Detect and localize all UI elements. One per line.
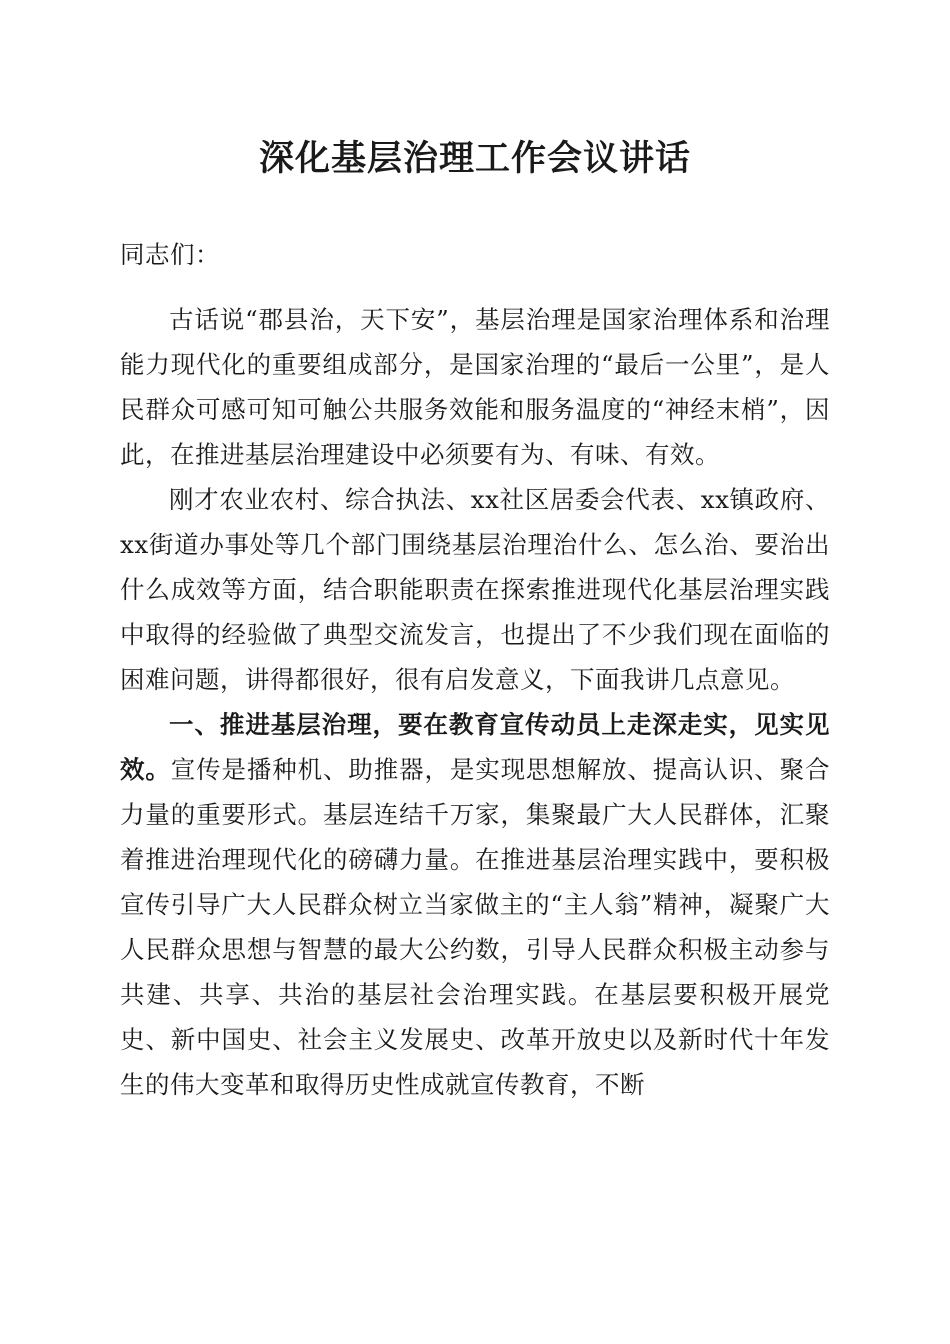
section-1-body: 宣传是播种机、助推器，是实现思想解放、提高认识、聚合力量的重要形式。基层连结千万家，集聚最广大人民群体，汇聚着推进治理现代化的磅礴力量。在推进基层治理实践中，要积极宣传引导广大人民群众树立当家做主的“主人翁”精神，凝聚广大人民群众思想与智慧的最大公约数，引导人民群众积极主动参与共建、共享、共治的基层社会治理实践。在基层要积极开展党史、新中国史、社会主义发展史、改革开放史以及新时代十年发生的伟大变革和取得历史性成就宣传教育，不断 xyxy=(120,755,831,1099)
paragraph-intro: 古话说“郡县治，天下安”，基层治理是国家治理体系和治理能力现代化的重要组成部分，是国家治理的“最后一公里”，是人民群众可感可知可触公共服务效能和服务温度的“神经末梢”，因此，在推进基层治理建设中必须要有为、有味、有效。 xyxy=(120,305,830,469)
section-1 xyxy=(120,702,830,1107)
document-title: 深化基层治理工作会议讲话 xyxy=(258,138,691,179)
salutation: 同志们： xyxy=(120,240,220,269)
paragraph-review: 刚才农业农村、综合执法、xx社区居委会代表、xx镇政府、xx街道办事处等几个部门围绕基层治理治什么、怎么治、要治出什么成效等方面，结合职能职责在探索推进现代化基层治理实践中取得的经验做了典型交流发言，也提出了不少我们现在面临的困难问题，讲得都很好，很有启发意义，下面我讲几点意见。 xyxy=(120,485,830,694)
document-body xyxy=(120,232,830,1107)
section-1-heading: 一、推进基层治理，要在教育宣传动员上走深走实，见实见效。 xyxy=(120,710,830,784)
